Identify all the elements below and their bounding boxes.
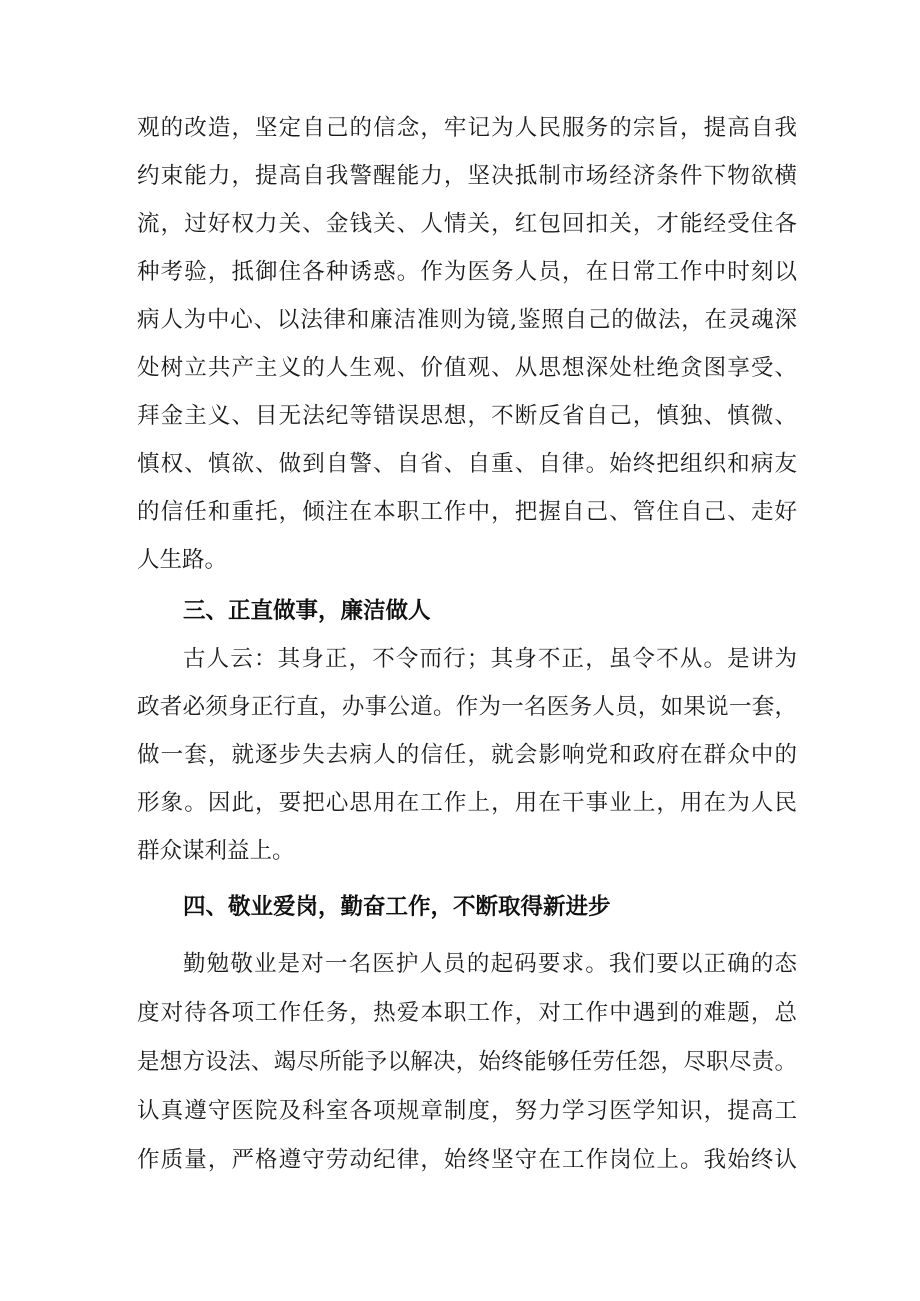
paragraph-2-line-5: 群众谋利益上。 bbox=[137, 838, 295, 864]
paragraph-1-line-10: 人生路。 bbox=[137, 547, 228, 573]
paragraph-1-line-6: 处树立共产主义的人生观、价值观、从思想深处杜绝贪图享受、 bbox=[137, 355, 797, 381]
section-heading-4: 四、敬业爱岗，勤奋工作，不断取得新进步 bbox=[183, 894, 611, 920]
paragraph-3-line-5: 作质量，严格遵守劳动纪律，始终坚守在工作岗位上。我始终认 bbox=[137, 1147, 797, 1173]
paragraph-1-line-2: 约束能力，提高自我警醒能力，坚决抵制市场经济条件下物欲横 bbox=[137, 163, 797, 189]
paragraph-3-line-4: 认真遵守医院及科室各项规章制度，努力学习医学知识，提高工 bbox=[137, 1098, 797, 1124]
paragraph-3-line-2: 度对待各项工作任务，热爱本职工作，对工作中遇到的难题，总 bbox=[137, 1000, 797, 1026]
paragraph-2-line-4: 形象。因此，要把心思用在工作上，用在干事业上，用在为人民 bbox=[137, 790, 797, 816]
section-heading-3: 三、正直做事，廉洁做人 bbox=[183, 598, 431, 624]
paragraph-2-line-1: 古人云：其身正，不令而行；其身不正，虽令不从。是讲为 bbox=[183, 646, 797, 672]
paragraph-2-line-2: 政者必须身正行直，办事公道。作为一名医务人员，如果说一套， bbox=[137, 694, 797, 720]
paragraph-1-line-7: 拜金主义、目无法纪等错误思想，不断反省自己，慎独、慎微、 bbox=[137, 403, 797, 429]
paragraph-3-line-1: 勤勉敬业是对一名医护人员的起码要求。我们要以正确的态 bbox=[183, 951, 797, 977]
paragraph-1-line-3: 流，过好权力关、金钱关、人情关，红包回扣关，才能经受住各 bbox=[137, 211, 797, 237]
paragraph-1-line-1: 观的改造，坚定自己的信念，牢记为人民服务的宗旨，提高自我 bbox=[137, 115, 797, 141]
paragraph-1-line-9: 的信任和重托，倾注在本职工作中，把握自己、管住自己、走好 bbox=[137, 499, 797, 525]
paragraph-3-line-3: 是想方设法、竭尽所能予以解决，始终能够任劳任怨，尽职尽责。 bbox=[137, 1049, 797, 1075]
paragraph-1-line-5: 病人为中心、以法律和廉洁准则为镜,鉴照自己的做法，在灵魂深 bbox=[137, 307, 797, 333]
paragraph-1-line-8: 慎权、慎欲、做到自警、自省、自重、自律。始终把组织和病友 bbox=[137, 451, 797, 477]
paragraph-2-line-3: 做一套，就逐步失去病人的信任，就会影响党和政府在群众中的 bbox=[137, 742, 797, 768]
paragraph-1-line-4: 种考验，抵御住各种诱惑。作为医务人员，在日常工作中时刻以 bbox=[137, 259, 797, 285]
